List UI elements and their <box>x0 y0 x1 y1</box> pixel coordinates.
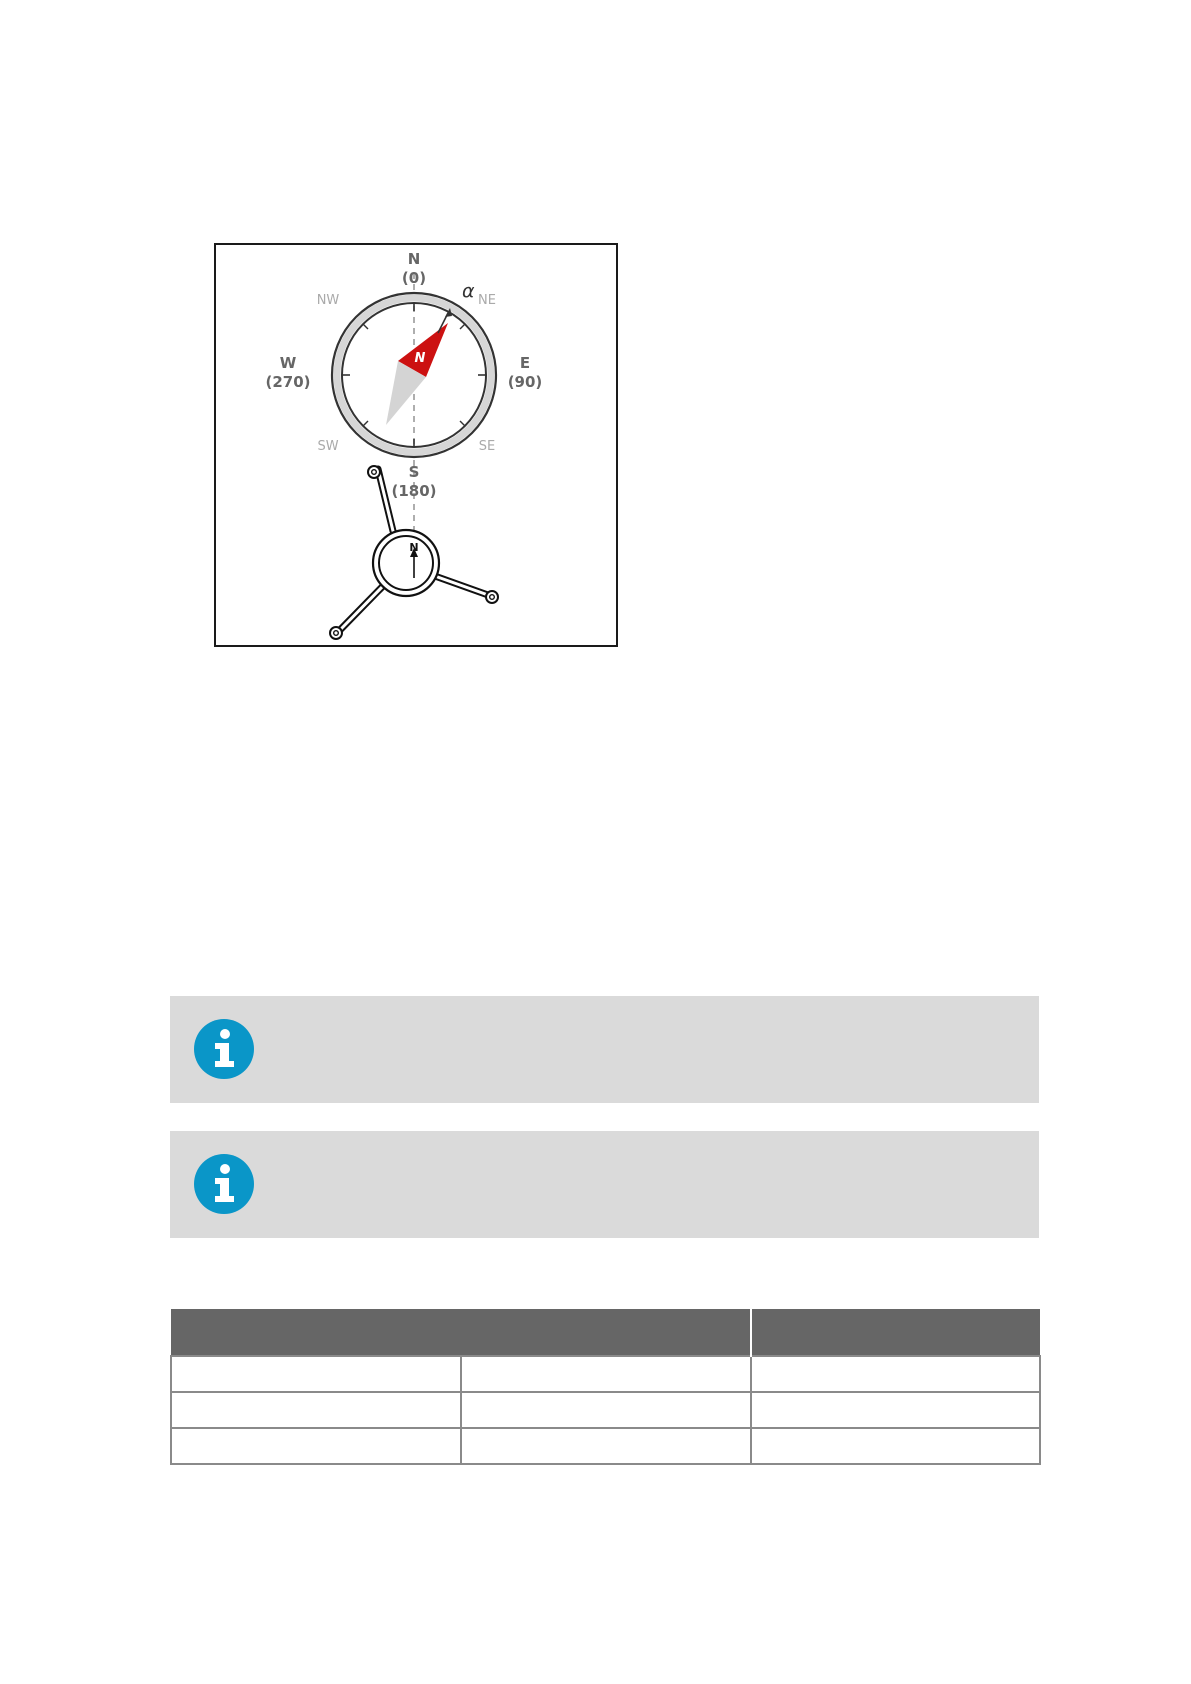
info-note-2 <box>170 1131 1039 1238</box>
table-cell <box>461 1356 751 1392</box>
table-cell <box>171 1356 461 1392</box>
compass-figure <box>214 243 618 647</box>
table-cell <box>171 1428 461 1464</box>
specification-table <box>170 1309 1041 1465</box>
info-icon <box>194 1019 254 1079</box>
east-label: E <box>519 354 531 372</box>
sensor-north-marker: N <box>409 541 419 554</box>
east-degree-label: (90) <box>507 373 543 391</box>
northwest-label: NW <box>316 293 340 308</box>
southeast-label: SE <box>478 439 496 454</box>
southwest-label: SW <box>317 439 339 454</box>
northeast-label: NE <box>478 293 496 308</box>
info-note-1 <box>170 996 1039 1103</box>
table-header-cell <box>171 1309 751 1356</box>
south-degree-label: (180) <box>391 482 437 500</box>
south-label: S <box>408 463 420 481</box>
table-cell <box>461 1428 751 1464</box>
table-header-row <box>171 1309 1040 1356</box>
table-row <box>171 1428 1040 1464</box>
info-icon <box>194 1154 254 1214</box>
west-label: W <box>279 354 297 372</box>
compass-diagram <box>216 245 616 645</box>
north-degree-label: (0) <box>401 269 427 287</box>
table-cell <box>751 1428 1040 1464</box>
table-header-cell <box>751 1309 1040 1356</box>
table-cell <box>461 1392 751 1428</box>
table-cell <box>751 1356 1040 1392</box>
table-cell <box>171 1392 461 1428</box>
north-label: N <box>407 250 421 268</box>
alpha-label: α <box>462 280 475 302</box>
needle-north-letter: N <box>414 351 426 366</box>
table-cell <box>751 1392 1040 1428</box>
west-degree-label: (270) <box>265 373 311 391</box>
table-row <box>171 1356 1040 1392</box>
table-row <box>171 1392 1040 1428</box>
